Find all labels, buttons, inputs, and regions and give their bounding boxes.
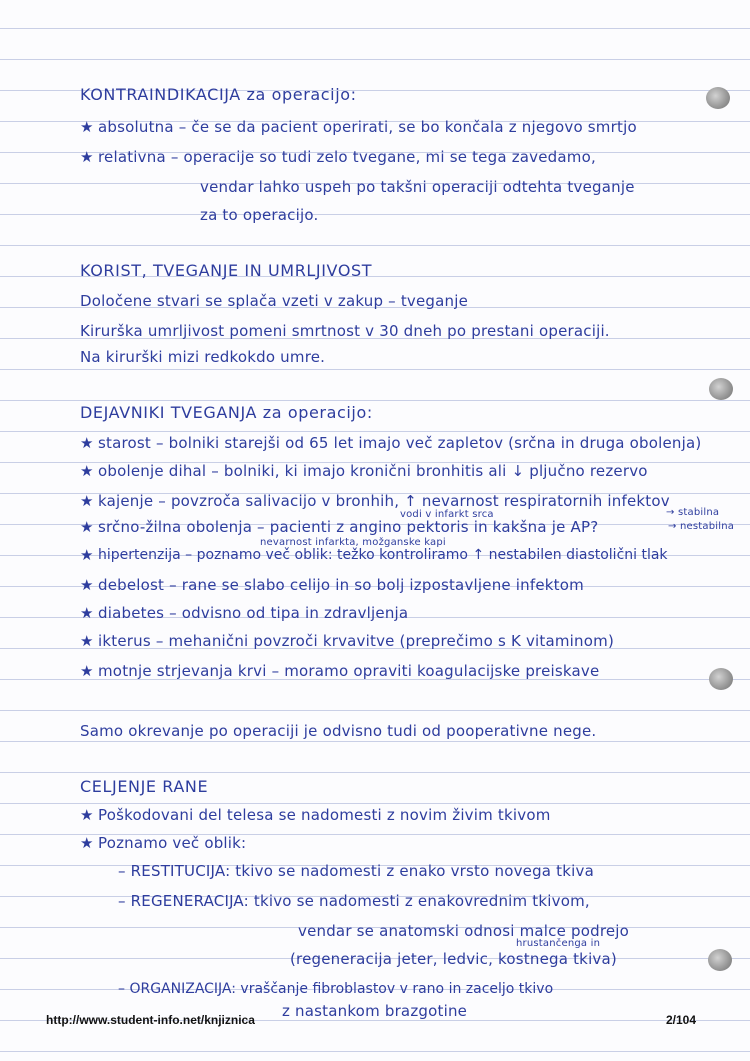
section-title-celjenje: CELJENJE RANE [80,777,209,796]
note-line: – RESTITUCIJA: tkivo se nadomesti z enako vrsto novega tkiva [118,862,594,880]
star-bullet: ★ [80,462,94,480]
binder-hole [706,87,730,109]
note-line: Določene stvari se splača vzeti v zakup – tveganje [80,292,469,310]
star-bullet: ★ [80,632,94,650]
section-title-dejavniki: DEJAVNIKI TVEGANJA za operacijo: [80,403,373,422]
footer-url: http://www.student-info.net/knjiznica [46,1013,255,1027]
star-bullet: ★ [80,492,94,510]
risk-item: debelost – rane se slabo celijo in so bolj izpostavljene infektom [98,576,584,594]
risk-item: obolenje dihal – bolniki, ki imajo kronični bronhitis ali ↓ pljučno rezervo [98,462,648,480]
note-line: za to operacijo. [200,206,319,224]
risk-item: ikterus – mehanični povzroči krvavitve (preprečimo s K vitaminom) [98,632,614,650]
page-number: 2/104 [666,1013,697,1027]
note-line: relativna – operacije so tudi zelo tvegane, mi se tega zavedamo, [98,148,596,166]
risk-item: hipertenzija – poznamo več oblik: težko kontroliramo ↑ nestabilen diastolični tlak [98,547,668,563]
star-bullet: ★ [80,576,94,594]
annotation-infarkt: vodi v infarkt srca [400,509,494,520]
annotation-nestabilna: → nestabilna [668,521,735,532]
note-line: Poškodovani del telesa se nadomesti z novim živim tkivom [98,806,551,824]
note-line: – REGENERACIJA: tkivo se nadomesti z enakovrednim tkivom, [118,892,590,910]
star-bullet: ★ [80,148,94,166]
binder-hole [708,949,732,971]
note-line: Na kirurški mizi redkokdo umre. [80,348,326,366]
risk-item: kajenje – povzroča salivacijo v bronhih, ↑ nevarnost respiratornih infektov [98,492,670,510]
summary-line: Samo okrevanje po operaciji je odvisno tudi od pooperativne nege. [80,722,597,740]
star-bullet: ★ [80,434,94,452]
note-line: z nastankom brazgotine [282,1002,468,1020]
note-line: Kirurška umrljivost pomeni smrtnost v 30 dneh po prestani operaciji. [80,322,610,340]
risk-item: starost – bolniki starejši od 65 let imajo več zapletov (srčna in druga obolenja) [98,434,702,452]
binder-hole [709,378,733,400]
section-title-kontraindikacija: KONTRAINDIKACIJA za operacijo: [80,85,357,104]
note-line: vendar lahko uspeh po takšni operaciji odtehta tveganje [200,178,635,196]
annotation-nevarnost: nevarnost infarkta, možganske kapi [260,537,446,548]
star-bullet: ★ [80,806,94,824]
note-line: – ORGANIZACIJA: vraščanje fibroblastov v rano in zaceljo tkivo [118,981,554,997]
note-line: Poznamo več oblik: [98,834,247,852]
annotation-stabilna: → stabilna [666,507,720,518]
star-bullet: ★ [80,118,94,136]
risk-item: motnje strjevanja krvi – moramo opraviti koagulacijske preiskave [98,662,600,680]
risk-item: diabetes – odvisno od tipa in zdravljenja [98,604,409,622]
star-bullet: ★ [80,518,94,536]
star-bullet: ★ [80,662,94,680]
star-bullet: ★ [80,604,94,622]
section-title-korist: KORIST, TVEGANJE IN UMRLJIVOST [80,261,373,280]
star-bullet: ★ [80,546,94,564]
star-bullet: ★ [80,834,94,852]
note-line: (regeneracija jeter, ledvic, kostnega tkiva) [290,950,617,968]
note-line: vendar se anatomski odnosi malce podrejo [298,922,630,940]
risk-item: srčno-žilna obolenja – pacienti z angino pektoris in kakšna je AP? [98,518,599,536]
annotation-hrustancenga: hrustančenga in [516,938,601,949]
note-line: absolutna – če se da pacient operirati, se bo končala z njegovo smrtjo [98,118,637,136]
binder-hole [709,668,733,690]
